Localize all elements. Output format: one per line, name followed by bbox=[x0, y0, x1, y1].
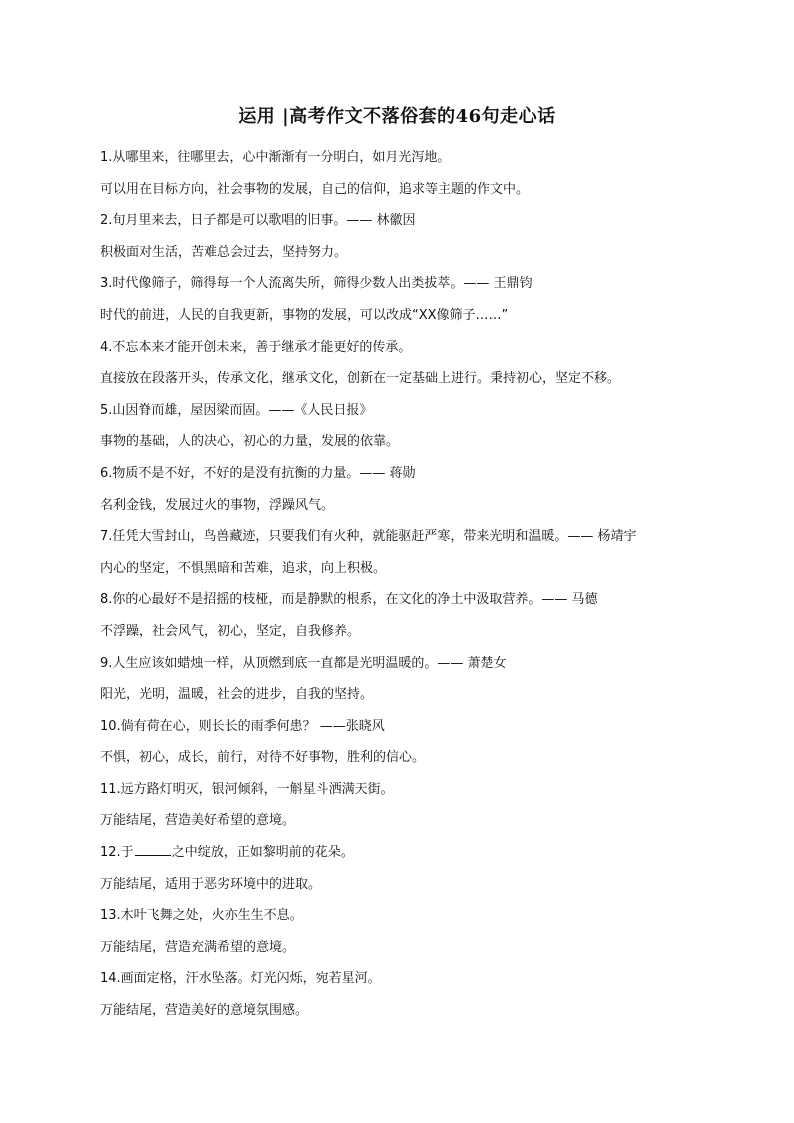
quote-6: 6.物质不是不好，不好的是没有抗衡的力量。—— 蒋勋 bbox=[100, 465, 416, 481]
quote-4: 4.不忘本来才能开创未来，善于继承才能更好的传承。 bbox=[100, 339, 412, 355]
quote-12-end: 之中绽放，正如黎明前的花朵。 bbox=[171, 845, 354, 861]
quote-9: 9.人生应该如蜡烛一样，从顶燃到底一直都是光明温暖的。—— 萧楚女 bbox=[100, 655, 507, 671]
quote-10: 10.倘有荷在心，则长长的雨季何患？ ——张晓风 bbox=[100, 718, 385, 734]
note-13: 万能结尾，营造充满希望的意境。 bbox=[100, 939, 296, 955]
note-2: 积极面对生活，苦难总会过去，坚持努力。 bbox=[100, 244, 348, 260]
note-7: 内心的坚定，不惧黑暗和苦难，追求，向上积极。 bbox=[100, 560, 387, 576]
quote-7: 7.任凭大雪封山，鸟兽藏迹，只要我们有火种，就能驱赶严寒，带来光明和温暖。—— 杨靖宇 bbox=[100, 529, 637, 545]
note-3: 时代的前进，人民的自我更新，事物的发展，可以改成“XX像筛子……” bbox=[100, 307, 509, 323]
note-1: 可以用在目标方向，社会事物的发展，自己的信仰，追求等主题的作文中。 bbox=[100, 181, 530, 197]
note-9: 阳光，光明，温暖，社会的进步，自我的坚持。 bbox=[100, 687, 374, 703]
quote-1: 1.从哪里来，往哪里去，心中渐渐有一分明白，如月光泻地。 bbox=[100, 150, 451, 165]
fill-in-blank bbox=[135, 842, 171, 856]
note-10: 不惧，初心，成长，前行，对待不好事物，胜利的信心。 bbox=[100, 750, 426, 766]
page-title: 运用 |高考作文不落俗套的46句走心话 bbox=[238, 106, 556, 127]
quote-5: 5.山因脊而雄，屋因梁而固。——《人民日报》 bbox=[100, 402, 373, 418]
quote-12 bbox=[100, 837, 720, 869]
note-6: 名利金钱，发展过火的事物，浮躁风气。 bbox=[100, 497, 335, 513]
quote-list bbox=[100, 142, 720, 1027]
quote-13: 13.木叶飞舞之处，火亦生生不息。 bbox=[100, 908, 303, 924]
quote-8: 8.你的心最好不是招摇的枝桠，而是静默的根系，在文化的净土中汲取营养。—— 马德 bbox=[100, 592, 598, 608]
note-14: 万能结尾，营造美好的意境氛围感。 bbox=[100, 1003, 309, 1019]
quote-11: 11.远方路灯明灭，银河倾斜，一斛星斗洒满天街。 bbox=[100, 781, 394, 797]
quote-12-start: 12.于 bbox=[100, 845, 134, 861]
note-12: 万能结尾，适用于恶劣环境中的进取。 bbox=[100, 876, 322, 892]
note-11: 万能结尾，营造美好希望的意境。 bbox=[100, 813, 296, 829]
note-4: 直接放在段落开头，传承文化，继承文化，创新在一定基础上进行。秉持初心，坚定不移。 bbox=[100, 371, 621, 387]
quote-14: 14.画面定格，汗水坠落。灯光闪烁，宛若星河。 bbox=[100, 971, 381, 987]
note-8: 不浮躁，社会风气，初心，坚定，自我修养。 bbox=[100, 623, 361, 639]
quote-3: 3.时代像筛子，筛得每一个人流离失所，筛得少数人出类拔萃。—— 王鼎钧 bbox=[100, 276, 533, 292]
quote-2: 2.旬月里来去，日子都是可以歌唱的旧事。—— 林徽因 bbox=[100, 213, 416, 229]
note-5: 事物的基础，人的决心，初心的力量，发展的依靠。 bbox=[100, 434, 400, 450]
